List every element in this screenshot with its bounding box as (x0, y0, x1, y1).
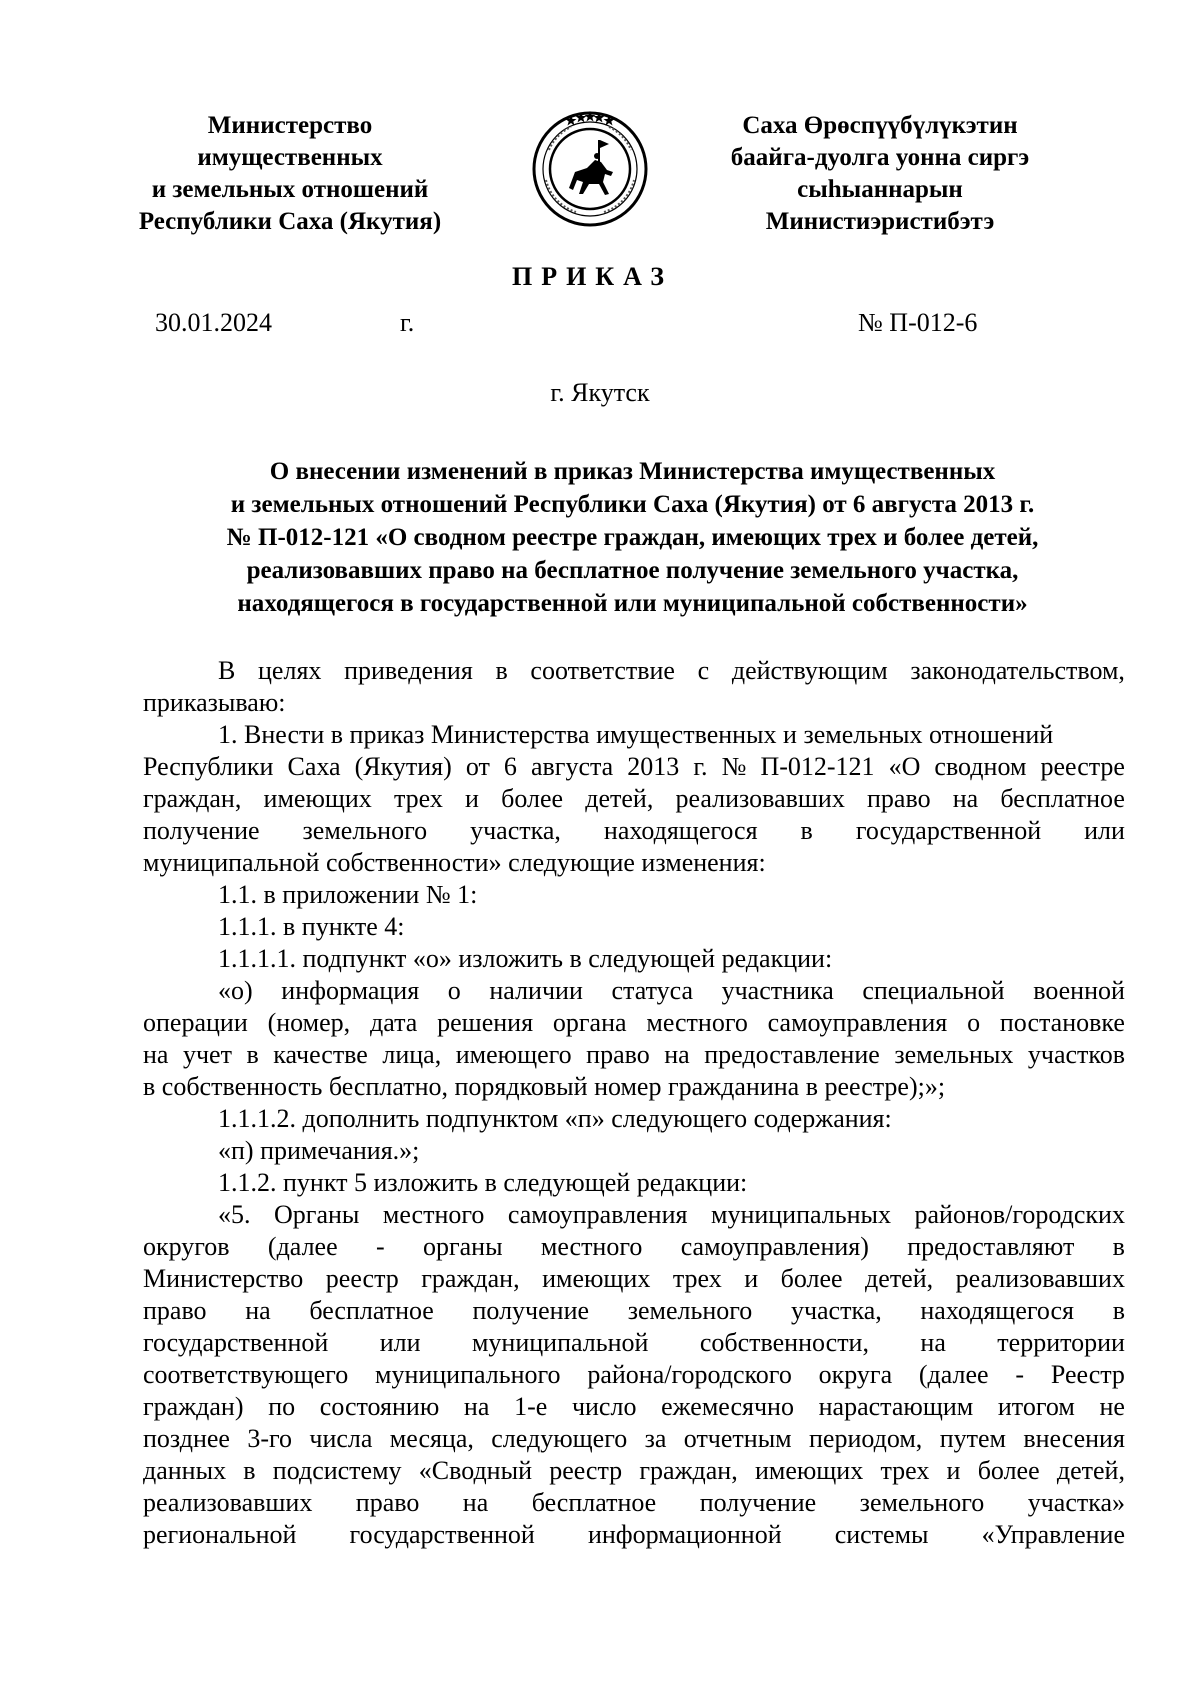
body-line: 1.1. в приложении № 1: (218, 880, 478, 909)
body-line: получение земельного участка, находящегося в государственной или (143, 816, 1125, 845)
order-city: г. Якутск (550, 378, 650, 407)
order-date: 30.01.2024 (155, 308, 272, 337)
ministry-name-russian (100, 110, 480, 238)
body-line: реализовавших право на бесплатное получение земельного участка» (143, 1488, 1125, 1517)
order-body-text (143, 655, 1125, 1551)
body-line: граждан, имеющих трех и более детей, реализовавших право на бесплатное (143, 784, 1125, 813)
body-line: округов (далее - органы местного самоуправления) предоставляют в (143, 1232, 1125, 1261)
body-line: 1. Внести в приказ Министерства имущественных и земельных отношений (218, 720, 1054, 749)
subject-line: находящегося в государственной или муниципальной собственности» (237, 590, 1028, 617)
body-line: региональной государственной информационной системы «Управление (143, 1520, 1125, 1549)
body-line: «п) примечания.»; (218, 1136, 420, 1165)
header-left-line: и земельных отношений (151, 176, 429, 203)
body-line: 1.1.2. пункт 5 изложить в следующей редакции: (218, 1168, 748, 1197)
subject-line: № П-012-121 «О сводном реестре граждан, имеющих трех и более детей, (226, 524, 1039, 551)
order-title: ПРИКАЗ (511, 262, 674, 291)
ministry-name-sakha (690, 110, 1070, 238)
subject-line: и земельных отношений Республики Саха (Якутия) от 6 августа 2013 г. (230, 491, 1035, 518)
header-left-line: Республики Саха (Якутия) (138, 208, 442, 235)
body-line: данных в подсистему «Сводный реестр граждан, имеющих трех и более детей, (143, 1456, 1125, 1485)
body-line: позднее 3-го числа месяца, следующего за отчетным периодом, путем внесения (143, 1424, 1125, 1453)
body-line: Министерство реестр граждан, имеющих трех и более детей, реализовавших (143, 1264, 1125, 1293)
header-right-line: Министиэристибэтэ (765, 208, 995, 235)
body-line: 1.1.1.2. дополнить подпунктом «п» следующего содержания: (218, 1104, 892, 1133)
body-line: В целях приведения в соответствие с действующим законодательством, (218, 656, 1125, 685)
order-subject (140, 455, 1125, 620)
body-line: Республики Саха (Якутия) от 6 августа 2013 г. № П-012-121 «О сводном реестре (143, 752, 1125, 781)
header-left-line: Министерство (207, 112, 373, 139)
body-line: на учет в качестве лица, имеющего право на предоставление земельных участков (143, 1040, 1125, 1069)
header-right-line: сыһыаннарын (797, 176, 963, 203)
order-year-suffix: г. (400, 308, 415, 337)
body-line: операции (номер, дата решения органа местного самоуправления о постановке (143, 1008, 1125, 1037)
subject-line: О внесении изменений в приказ Министерства имущественных (269, 458, 996, 485)
body-line: соответствующего муниципального района/городского округа (далее - Реестр (143, 1360, 1125, 1389)
body-line: «о) информация о наличии статуса участника специальной военной (218, 976, 1125, 1005)
body-line: приказываю: (143, 688, 286, 717)
body-line: 1.1.1. в пункте 4: (218, 912, 405, 941)
body-line: «5. Органы местного самоуправления муниципальных районов/городских (218, 1200, 1125, 1229)
header-right-line: Саха Өрөспүүбүлүкэтин (742, 112, 1018, 139)
body-line: государственной или муниципальной собственности, на территории (143, 1328, 1125, 1357)
coat-of-arms-sakha-icon (531, 110, 649, 228)
body-line: 1.1.1.1. подпункт «о» изложить в следующей редакции: (218, 944, 833, 973)
subject-line: реализовавших право на бесплатное получение земельного участка, (246, 557, 1019, 584)
body-line: в собственность бесплатно, порядковый номер гражданина в реестре);»; (143, 1072, 946, 1101)
header-right-line: баайга-дуолга уонна сиргэ (730, 144, 1030, 171)
body-line: муниципальной собственности» следующие изменения: (143, 848, 766, 877)
header-left-line: имущественных (197, 144, 383, 171)
body-line: право на бесплатное получение земельного участка, находящегося в (143, 1296, 1125, 1325)
body-line: граждан) по состоянию на 1-е число ежемесячно нарастающим итогом не (143, 1392, 1125, 1421)
order-number: № П-012-6 (858, 308, 978, 337)
